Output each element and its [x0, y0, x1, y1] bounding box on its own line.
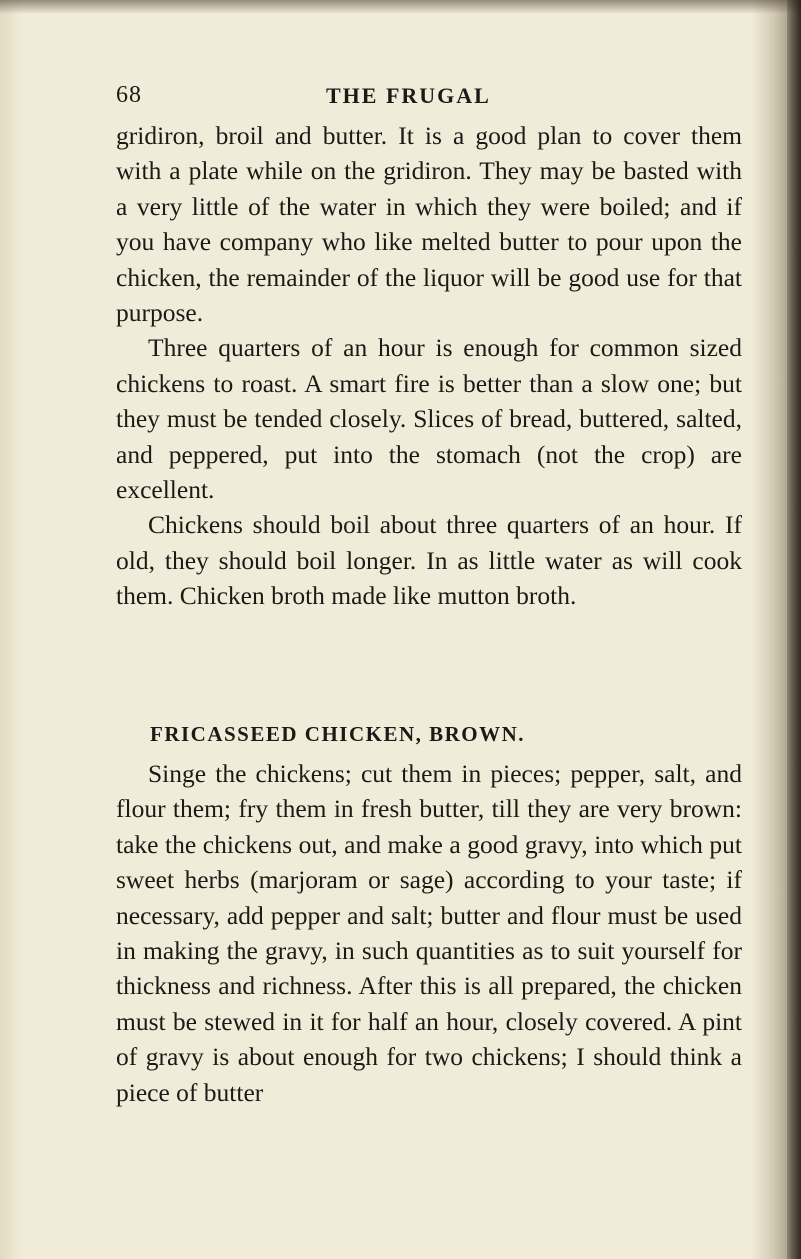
body-text-section	[116, 756, 742, 1110]
paragraph-roasting: Three quarters of an hour is enough for common sized chickens to roast. A smart fire is better than a slow one; but they must be tended closely. Slices of bread, buttered, salted, and peppered, put into the stomach (not the crop) are excellent.	[116, 333, 742, 505]
paragraph-continued: gridiron, broil and butter. It is a good plan to cover them with a plate while on the gridiron. They may be basted with a very little of the water in which they were boiled; and if you have company who like melted butter to pour upon the chicken, the remainder of the liquor will be good use for that purpose.	[116, 121, 742, 328]
page-fore-edge-shadow	[787, 0, 801, 1259]
page-top-edge	[0, 0, 801, 14]
section-heading: FRICASSEED CHICKEN, BROWN.	[150, 722, 526, 746]
paragraph-fricassee: Singe the chickens; cut them in pieces; pepper, salt, and flour them; fry them in fresh butter, till they are very brown: take the chickens out, and make a good gravy, into which put sweet herbs (marjoram or sage) according to your taste; if necessary, add pepper and salt; butter and flour must be used in making the gravy, in such quantities as to suit yourself for thickness and richness. After this is all prepared, the chicken must be stewed in it for half an hour, closely covered. A pint of gravy is about enough for two chickens; I should think a piece of butter	[116, 759, 742, 1107]
page-header	[116, 82, 736, 112]
running-head: THE FRUGAL	[326, 83, 491, 108]
paragraph-boiling: Chickens should boil about three quarters of an hour. If old, they should boil longer. In as little water as will cook them. Chicken broth made like mutton broth.	[116, 510, 742, 611]
body-text-top	[116, 118, 742, 614]
page-number: 68	[116, 82, 142, 108]
